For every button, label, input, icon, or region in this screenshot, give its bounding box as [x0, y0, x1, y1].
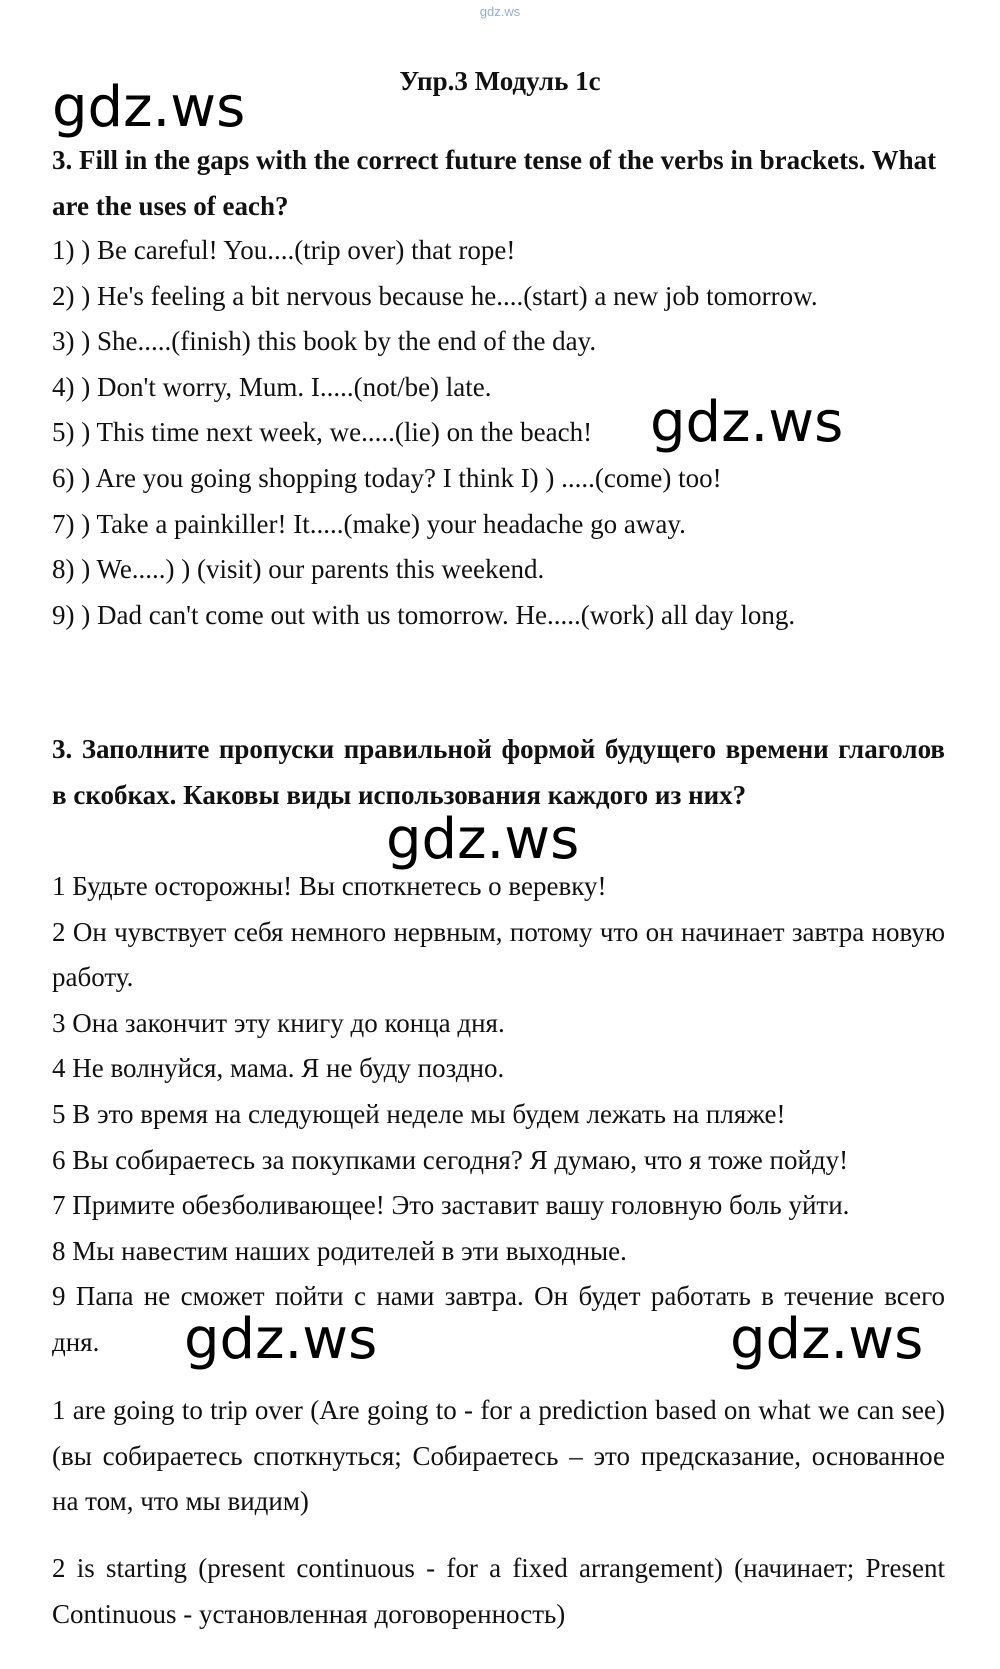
- list-item: 5 В это время на следующей неделе мы будем лежать на пляже!: [52, 1098, 786, 1129]
- list-item: 9) ) Dad can't come out with us tomorrow. He.....(work) all day long.: [52, 599, 796, 630]
- watermark: gdz.ws: [650, 390, 844, 455]
- list-item: 6) ) Are you going shopping today? I think I) ) .....(come) too!: [52, 462, 722, 493]
- watermark: gdz.ws: [386, 807, 580, 872]
- list-item: 8) ) We.....) ) (visit) our parents this weekend.: [52, 554, 545, 585]
- answer-item: 1 are going to trip over (Are going to - for a prediction based on what we can see) (вы собираетесь споткнуться; Собираетесь – это предсказание, основанное на том, что мы видим): [52, 1395, 945, 1517]
- answer-item: 2 is starting (present continuous - for a fixed arrangement) (начинает; Present Continuous - установленная договоренность): [52, 1553, 945, 1629]
- list-item: 3) ) She.....(finish) this book by the end of the day.: [52, 326, 597, 357]
- page-title: Упр.3 Модуль 1с: [399, 66, 601, 96]
- list-item: 1 Будьте осторожны! Вы споткнетесь о веревку!: [52, 871, 607, 901]
- watermark: gdz.ws: [184, 1307, 378, 1372]
- list-item: 4) ) Don't worry, Mum. I.....(not/be) late.: [52, 371, 492, 402]
- task-heading-ru: 3. Заполните пропуски правильной формой будущего времени глаголов в скобках. Каковы виды использования каждого из них?: [52, 734, 945, 810]
- list-item: 7 Примите обезболивающее! Это заставит вашу головную боль уйти.: [52, 1190, 850, 1221]
- list-item: 4 Не волнуйся, мама. Я не буду поздно.: [52, 1053, 505, 1084]
- watermark: gdz.ws: [730, 1307, 924, 1372]
- list-item: 7) ) Take a painkiller! It.....(make) your headache go away.: [52, 508, 686, 539]
- list-item: 9 Папа не сможет пойти с нами завтра. Он будет работать в течение всего дня.: [52, 1281, 945, 1357]
- list-item: 2 Он чувствует себя немного нервным, потому что он начинает завтра новую работу.: [52, 916, 945, 993]
- list-item: 2) ) He's feeling a bit nervous because he....(start) a new job tomorrow.: [52, 280, 818, 311]
- site-mark: gdz.ws: [479, 4, 521, 19]
- watermark: gdz.ws: [52, 75, 246, 140]
- list-item: 5) ) This time next week, we.....(lie) on the beach!: [52, 417, 593, 448]
- list-item: 6 Вы собираетесь за покупками сегодня? Я думаю, что я тоже пойду!: [52, 1144, 849, 1175]
- task-heading-en: 3. Fill in the gaps with the correct future tense of the verbs in brackets. What are the uses of each?: [52, 145, 937, 221]
- list-item: 1) ) Be careful! You....(trip over) that rope!: [52, 235, 516, 265]
- list-item: 3 Она закончит эту книгу до конца дня.: [52, 1007, 505, 1038]
- list-item: 8 Мы навестим наших родителей в эти выходные.: [52, 1235, 627, 1266]
- exercise-list-ru: [52, 864, 945, 1372]
